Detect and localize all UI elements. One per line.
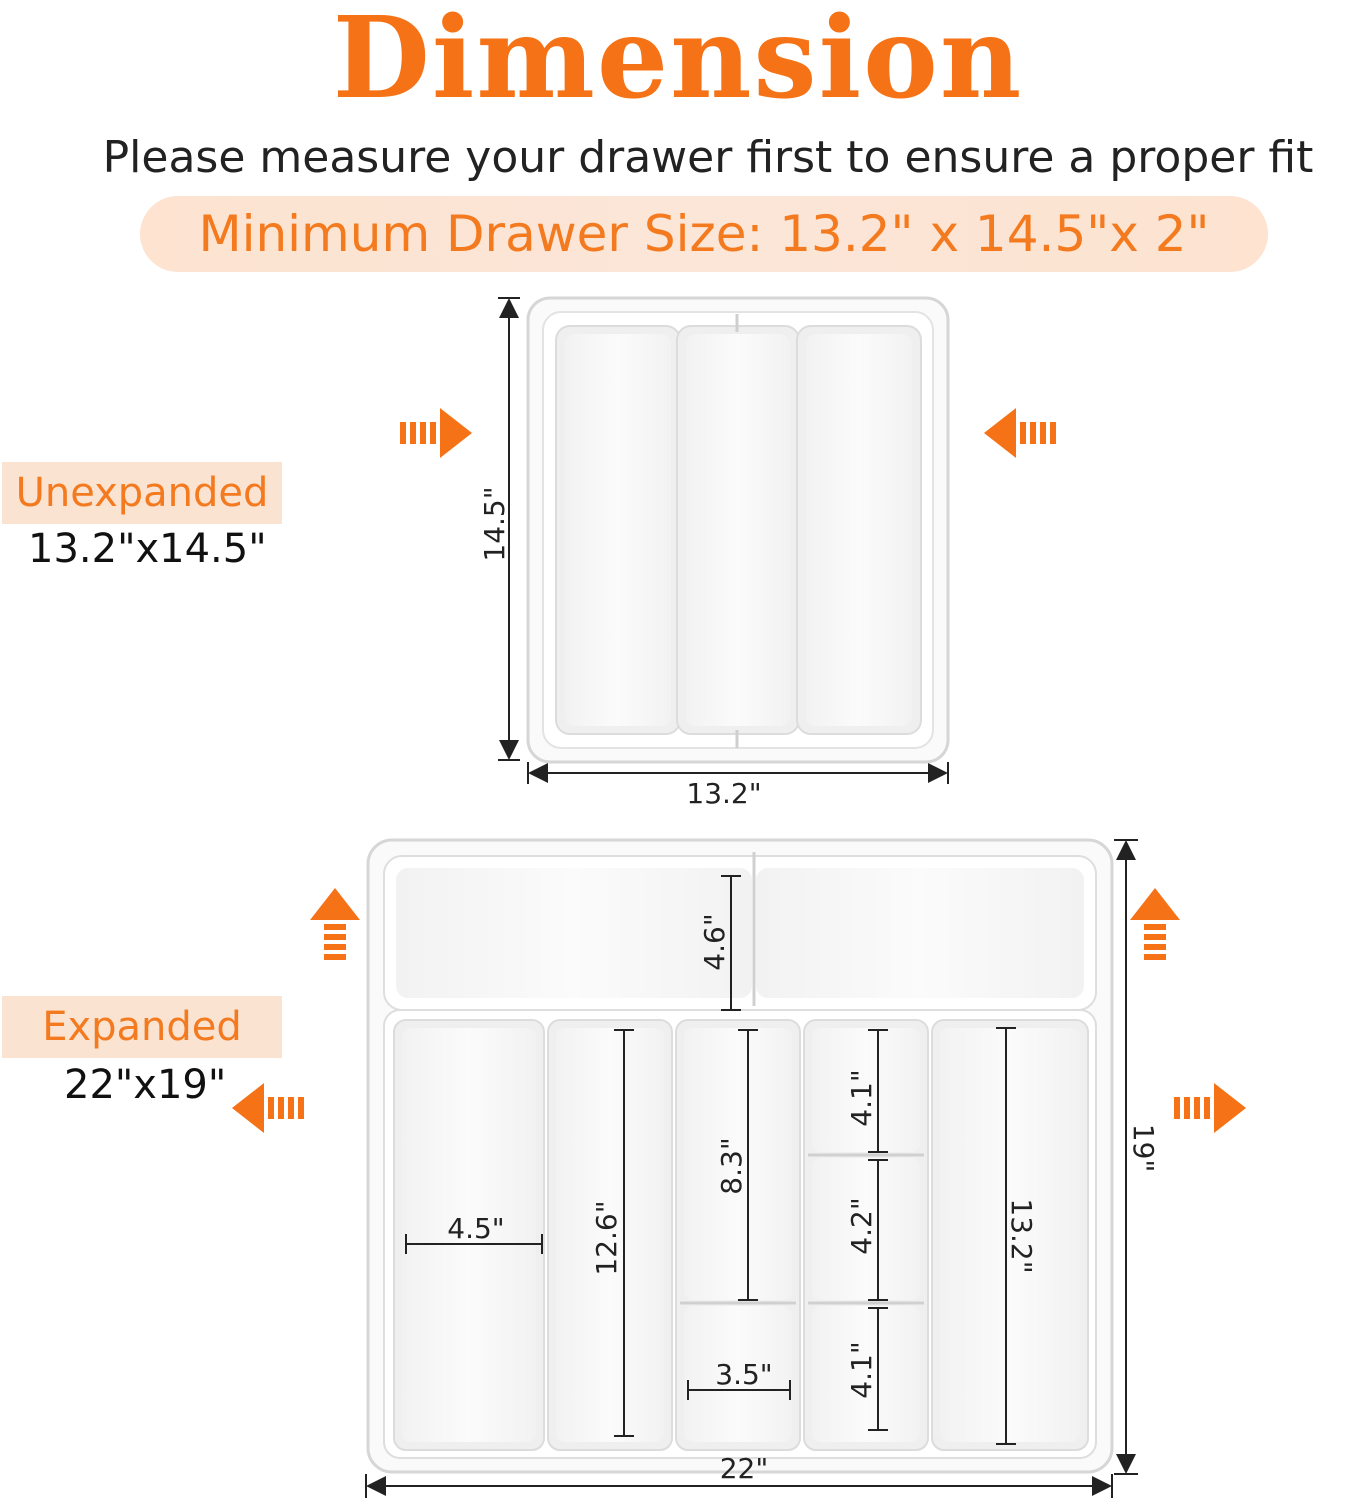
col2-length-label: 12.6": [590, 1200, 623, 1276]
expand-left-arrow-icon: [232, 1083, 304, 1133]
unexpanded-label: Unexpanded: [15, 470, 269, 516]
expanded-width-label: 22": [719, 1452, 769, 1485]
unexpanded-height-label: 14.5": [478, 486, 511, 562]
unexpanded-size: 13.2"x14.5": [28, 526, 267, 572]
push-right-arrow-icon: [400, 408, 472, 458]
push-left-arrow-icon: [984, 408, 1056, 458]
col4-top-label: 4.1": [845, 1069, 878, 1127]
subtitle: Please measure your drawer first to ensure a proper fit: [102, 132, 1314, 183]
unexpanded-organizer: [528, 298, 948, 762]
expand-up-arrow-right-icon: [1130, 888, 1180, 960]
top-tray-depth-label: 4.6": [698, 913, 731, 971]
min-size-text: Minimum Drawer Size: 13.2" x 14.5"x 2": [198, 205, 1210, 263]
col4-mid-label: 4.2": [845, 1197, 878, 1255]
page-title: Dimension: [332, 0, 1024, 124]
expanded-size: 22"x19": [64, 1062, 227, 1108]
expanded-height-label: 19": [1127, 1123, 1160, 1173]
expanded-label: Expanded: [42, 1004, 242, 1050]
expand-right-arrow-icon: [1174, 1083, 1246, 1133]
right-tray-length-label: 13.2": [1005, 1198, 1038, 1274]
unexpanded-width-label: 13.2": [686, 777, 762, 810]
left-tray-width-label: 4.5": [447, 1212, 505, 1245]
col3-length-label: 8.3": [715, 1137, 748, 1195]
expand-up-arrow-left-icon: [310, 888, 360, 960]
col4-bot-label: 4.1": [845, 1341, 878, 1399]
col3-small-width-label: 3.5": [715, 1358, 773, 1391]
